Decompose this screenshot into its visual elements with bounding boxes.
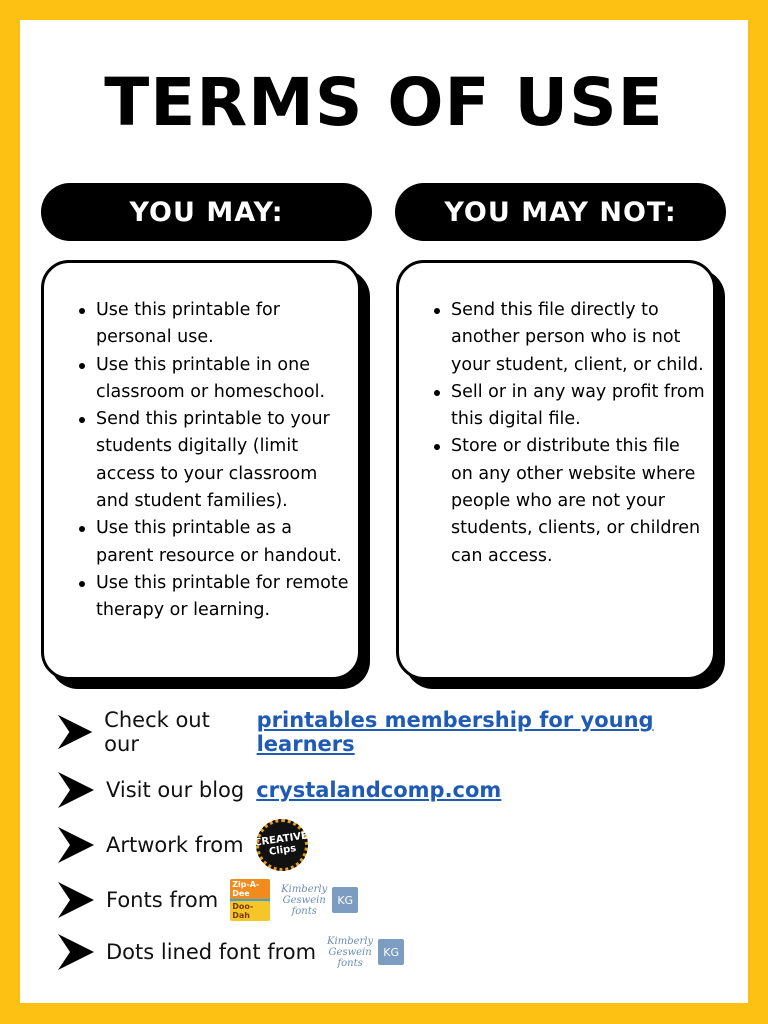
list-item: Use this printable in one classroom or homeschool.: [96, 352, 351, 407]
list-item: Send this printable to your students digitally (limit access to your classroom and student families).: [96, 406, 351, 515]
zip-logo-line2: Doo-Dah: [230, 901, 270, 921]
membership-link[interactable]: printables membership for young learners: [256, 708, 654, 756]
arrow-right-icon: [56, 932, 96, 972]
creative-clips-logo-text: CREATIVE Clips: [253, 829, 309, 857]
kg-logo-text: Kimberly Geswein fonts: [281, 883, 328, 917]
list-item: Sell or in any way profit from this digital file.: [451, 379, 706, 434]
zip-a-dee-doo-dah-logo: [230, 879, 270, 921]
list-item: Use this printable as a parent resource or handout.: [96, 515, 351, 570]
arrow-right-icon: [56, 880, 96, 920]
kimberly-geswein-logo: [324, 936, 404, 969]
you-may-not-card: [396, 260, 716, 680]
you-may-heading: YOU MAY:: [41, 183, 372, 241]
arrow-right-icon: [56, 770, 96, 810]
you-may-not-heading: YOU MAY NOT:: [395, 183, 726, 241]
list-item: Send this file directly to another person who is not your student, client, or child.: [451, 297, 706, 379]
creative-clips-logo: [253, 819, 309, 871]
list-item: Use this printable for personal use.: [96, 297, 351, 352]
kimberly-geswein-logo: [278, 884, 358, 917]
list-item: Use this printable for remote therapy or learning.: [96, 570, 351, 625]
dots-font-row: [56, 932, 404, 972]
fonts-prefix: Fonts from: [106, 888, 219, 912]
blog-link[interactable]: crystalandcomp.com: [256, 778, 502, 802]
zip-logo-line1: Zip-A-Dee: [230, 879, 270, 899]
kg-logo-mark: KG: [378, 939, 404, 965]
dots-font-prefix: Dots lined font from: [106, 940, 317, 964]
kg-logo-mark: KG: [332, 887, 358, 913]
membership-row: [56, 708, 736, 756]
page-title: TERMS OF USE: [104, 64, 664, 141]
arrow-right-icon: [56, 712, 94, 752]
you-may-card: [41, 260, 361, 680]
blog-prefix: Visit our blog: [106, 778, 245, 802]
list-item: Store or distribute this file on any other website where people who are not your students, clients, or children can access.: [451, 433, 706, 569]
artwork-row: [56, 825, 308, 865]
arrow-right-icon: [56, 825, 96, 865]
artwork-prefix: Artwork from: [106, 833, 244, 857]
you-may-not-list: [451, 297, 706, 570]
fonts-row: [56, 880, 358, 920]
membership-prefix: Check out our: [104, 708, 210, 756]
blog-row: [56, 770, 501, 810]
you-may-list: [96, 297, 351, 625]
kg-logo-text: Kimberly Geswein fonts: [327, 935, 374, 969]
